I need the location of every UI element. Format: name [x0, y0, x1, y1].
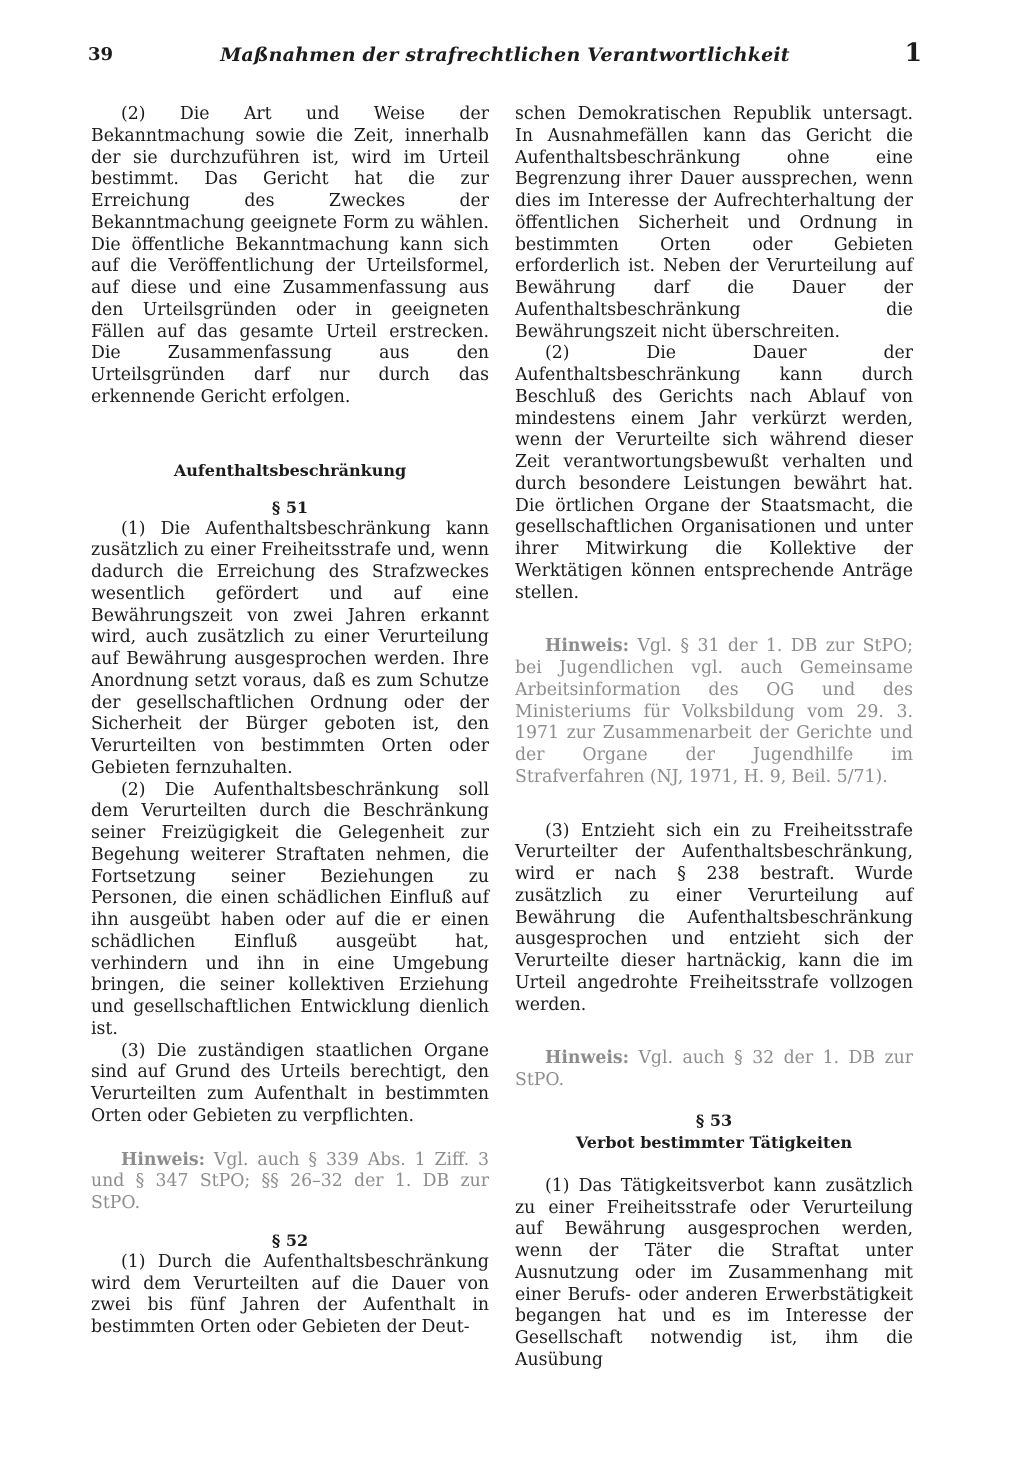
- note-text: Vgl. § 31 der 1. DB zur StPO; bei Jugendlichen vgl. auch Gemeinsame Arbeitsinformation des OG und des Ministeriums für Volksbildung vom 29. 3. 1971 zur Zusammenarbeit der Gerichte und der Organe der Jugendhilfe im Strafverfahren (NJ, 1971, H. 9, Beil. 5/71).: [515, 636, 913, 787]
- s51-paragraph-3: (3) Die zuständigen staatlichen Organe sind auf Grund des Urteils berechtigt, den Verurteilten zum Aufenthalt in bestimmten Orten oder Gebieten zu verpflichten.: [91, 1040, 489, 1126]
- left-column: [91, 104, 489, 1339]
- s51-paragraph-2: (2) Die Aufenthaltsbeschränkung soll dem Verurteilten durch die Beschränkung seiner Freizügigkeit die Gelegenheit zur Begehung weiterer Straftaten nehmen, die Fortsetzung seiner Beziehungen zu Personen, die einen schädlichen Einfluß auf ihn ausgeübt haben oder auf die er einen schädlichen Einfluß ausgeübt hat, verhindern und ihn in eine Umgebung bringen, die seiner kollektiven Erziehung und gesellschaftlichen Entwicklung dienlich ist.: [91, 779, 489, 1039]
- note-text: Vgl. auch § 339 Abs. 1 Ziff. 3 und § 347 StPO; §§ 26–32 der 1. DB zur StPO.: [91, 1149, 489, 1213]
- s51-paragraph-1: (1) Die Aufenthaltsbeschränkung kann zusätzlich zu einer Freiheitsstrafe und, wenn dadurch die Erreichung des Strafzweckes wesentlich gefördert und auf eine Bewährungszeit von zwei Jahren erkannt wird, auch zusätzlich zu einer Verurteilung auf Bewährung ausgesprochen werden. Ihre Anordnung setzt voraus, daß es zum Schutze der gesellschaftlichen Ordnung oder der Sicherheit der Bürger geboten ist, den Verurteilten von bestimmten Orten oder Gebieten fernzuhalten.: [91, 518, 489, 778]
- running-title: Maßnahmen der strafrechtlichen Verantwortlichkeit: [220, 44, 790, 66]
- section-51-title: § 51: [271, 497, 309, 517]
- note-label: Hinweis:: [545, 1048, 630, 1069]
- s50-paragraph-2: (2) Die Art und Weise der Bekanntmachung sowie die Zeit, innerhalb der sie durchzuführen ist, wird im Urteil bestimmt. Das Gericht hat die zur Erreichung des Zweckes der Bekanntmachung geeignete Form zu wählen. Die öffentliche Bekanntmachung kann sich auf die Veröffentlichung der Urteilsformel, auf diese und eine Zusammenfassung aus den Urteilsgründen oder in geeigneten Fällen auf das gesamte Urteil erstrecken. Die Zusammenfassung aus den Urteilsgründen darf nur durch das erkennende Gericht erfolgen.: [91, 104, 489, 407]
- note-label: Hinweis:: [545, 636, 630, 657]
- note-s51: [91, 1150, 489, 1215]
- note-s52-a: [515, 636, 913, 788]
- right-column: [515, 104, 913, 1372]
- section-52-title: § 52: [271, 1230, 309, 1250]
- s52-paragraph-1-cont: schen Demokratischen Republik untersagt. In Ausnahmefällen kann das Gericht die Aufenthaltsbeschränkung ohne eine Begrenzung ihrer Dauer aussprechen, wenn dies im Interesse der Aufrechterhaltung der öffentlichen Sicherheit und Ordnung in bestimmten Orten oder Gebieten erforderlich ist. Neben der Verurteilung auf Bewährung darf die Dauer der Aufenthaltsbeschränkung die Bewährungszeit nicht überschreiten.: [515, 104, 913, 342]
- chapter-number: 1: [904, 38, 922, 67]
- s52-paragraph-1-start: (1) Durch die Aufenthaltsbeschränkung wird dem Verurteilten auf die Dauer von zwei bis fünf Jahren der Aufenthalt in bestimmten Orten oder Gebieten der Deut-: [91, 1251, 489, 1337]
- section-53-heading: Verbot bestimmter Tätigkeiten: [575, 1132, 853, 1152]
- page-number: 39: [88, 44, 114, 65]
- s52-paragraph-2: (2) Die Dauer der Aufenthaltsbeschränkung kann durch Beschluß des Gerichts nach Ablauf von mindestens einem Jahr verkürzt werden, wenn der Verurteilte sich während dieser Zeit verantwortungsbewußt verhalten und durch besondere Leistungen bewährt hat. Die örtlichen Organe der Staatsmacht, die gesellschaftlichen Organisationen und unter ihrer Mitwirkung die Kollektive der Werktätigen können entsprechende Anträge stellen.: [515, 343, 913, 603]
- note-s52-b: [515, 1048, 913, 1092]
- section-heading-aufenthaltsbeschraenkung: Aufenthaltsbeschränkung: [173, 460, 407, 480]
- page-header: [88, 38, 922, 74]
- s52-paragraph-3: (3) Entzieht sich ein zu Freiheitsstrafe Verurteilter der Aufenthaltsbeschränkung, wird er nach § 238 bestraft. Wurde zusätzlich zu einer Verurteilung auf Bewährung die Aufenthaltsbeschränkung ausgesprochen und entzieht sich der Verurteilte dieser hartnäckig, kann die im Urteil angedrohte Freiheitsstrafe vollzogen werden.: [515, 820, 913, 1015]
- section-53-title: § 53: [695, 1110, 733, 1130]
- note-text: Vgl. auch § 32 der 1. DB zur StPO.: [515, 1048, 913, 1090]
- note-label: Hinweis:: [121, 1149, 206, 1170]
- s53-paragraph-1: (1) Das Tätigkeitsverbot kann zusätzlich zu einer Freiheitsstrafe oder Verurteilung auf Bewährung ausgesprochen werden, wenn der Täter die Straftat unter Ausnutzung oder im Zusammenhang mit einer Berufs- oder anderen Erwerbstätigkeit begangen hat und es im Interesse der Gesellschaft notwendig ist, ihm die Ausübung: [515, 1175, 913, 1370]
